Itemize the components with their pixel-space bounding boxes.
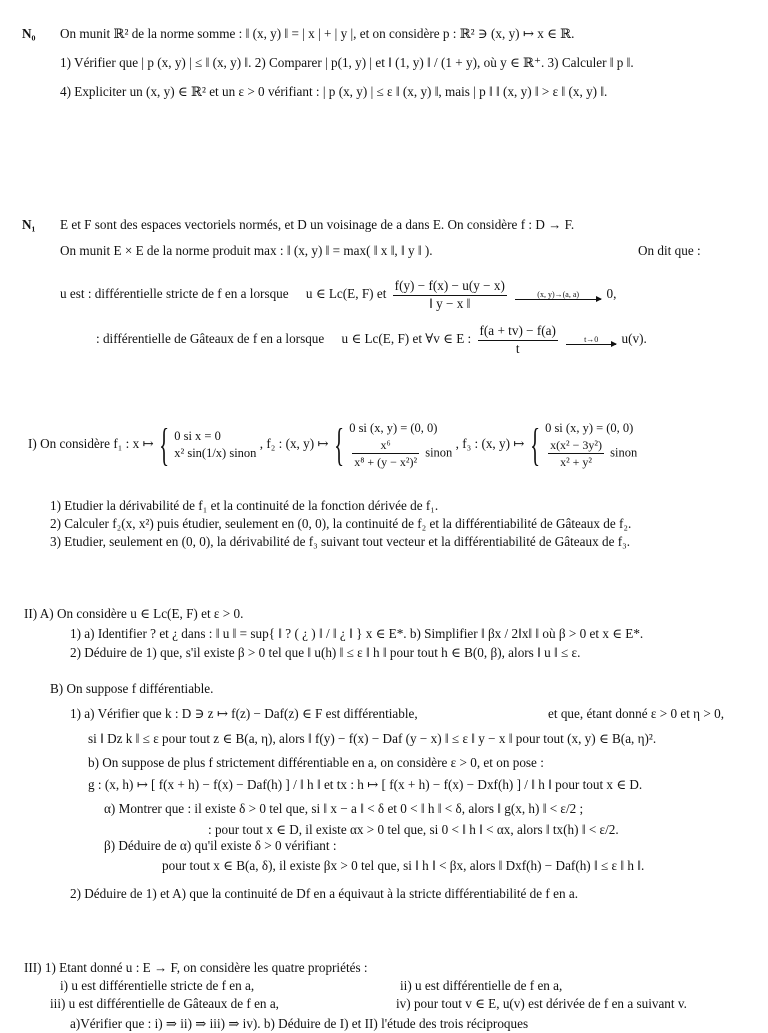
strict-def-arrow-label: (x, y)→(a, a) xyxy=(537,289,580,299)
part2-b-definitions: g : (x, h) ↦ [ f(x + h) − f(x) − Daf(h) ] / ‖ h ‖ et tx : h ↦ [ f(x + h) − f(x) − Dxf(h) ] / ‖ h ‖ pour tout x ∈ D. xyxy=(88,777,643,792)
part2-b-question-1a-right: et que, étant donné ε > 0 et η > 0, xyxy=(548,706,724,721)
strict-def-fraction xyxy=(393,278,507,312)
part2-b-intro: B) On suppose f différentiable. xyxy=(50,681,214,696)
part2-b-alpha-1: α) Montrer que : il existe δ > 0 tel que, si ‖ x − a ‖ < δ et 0 < ‖ h ‖ < δ, alors ‖ g(x, h) ‖ < ε/2 ; xyxy=(104,801,584,816)
part1-question-1: 1) Etudier la dérivabilité de f₁ et la continuité de la fonction dérivée de f₁. xyxy=(50,498,439,513)
f1-case-zero: 0 si x = 0 xyxy=(174,429,221,444)
f2-numerator: x⁶ xyxy=(352,437,419,454)
strict-differential-definition xyxy=(60,278,616,312)
part3-last-line: a)Vérifier que : i) ⇒ ii) ⇒ iii) ⇒ iv). b) Déduire de I) et II) l'étude des trois réciproques xyxy=(70,1016,529,1031)
part2-b-alpha-2: : pour tout x ∈ D, il existe αx > 0 tel que, si 0 < ‖ h ‖ < αx, alors ‖ tx(h) ‖ < ε/2. xyxy=(208,822,619,837)
strict-def-intro: u est : différentielle stricte de f en a lorsque xyxy=(60,286,289,302)
f2-sinon: sinon xyxy=(425,445,453,460)
f3-denominator: x² + y² xyxy=(560,455,593,470)
strict-def-limit-value: 0, xyxy=(606,286,617,302)
part2-b-question-1a-continued: si ‖ Dz k ‖ ≤ ε pour tout z ∈ B(a, η), alors ‖ f(y) − f(x) − Daf (y − x) ‖ ≤ ε ‖ y − x ‖ pour tout (x, y) ∈ B(a, η)². xyxy=(88,731,657,746)
f3-label: , f₃ : (x, y) ↦ xyxy=(455,436,525,452)
f2-piecewise xyxy=(349,420,452,470)
part2-b-beta-2: pour tout x ∈ B(a, δ), il existe βx > 0 tel que, si ‖ h ‖ < βx, alors ‖ Dxf(h) − Daf(h) ‖ ≤ ε ‖ h ‖. xyxy=(162,858,645,873)
exercise-label-n1: N₁ xyxy=(22,217,36,232)
part1-functions: I) On considère f₁ : x ↦ { 0 si x = 0 x² sin(1/x) sinon , f₂ : (x, y) ↦ { 0 si (x, y) = (0, 0) $\frac{\text{x⁶}}{\text{x⁸ + (y − x²)²}}$ sinon , f₃ : (x, y) ↦ { 0 si (x, y) = (0, 0) $\frac{\text{x(x² − 3y²)}}{\text{x² + y²}}$ sinon xyxy=(28,419,638,471)
f3-piecewise xyxy=(545,420,637,470)
part2-b-question-1a: 1) a) Vérifier que k : D ∋ z ↦ f(z) − Daf(z) ∈ F est différentiable, xyxy=(70,706,418,721)
gateaux-def-denominator: t xyxy=(515,340,520,356)
f2-case-origin: 0 si (x, y) = (0, 0) xyxy=(349,421,438,435)
f1-piecewise xyxy=(174,428,256,462)
f3-fraction xyxy=(548,437,604,470)
n0-question-4: 4) Expliciter un (x, y) ∈ ℝ² et un ε > 0 vérifiant : | p (x, y) | ≤ ε ‖ (x, y) ‖, mais | p ‖ ‖ (x, y) ‖ > ε ‖ (x, y) ‖. xyxy=(60,84,608,99)
n1-on-dit-que: On dit que : xyxy=(638,243,701,258)
f1-case-other: x² sin(1/x) sinon xyxy=(174,446,257,461)
part3-property-iv: iv) pour tout v ∈ E, u(v) est dérivée de f en a suivant v. xyxy=(396,996,687,1011)
part2-b-beta-1: β) Déduire de α) qu'il existe δ > 0 vérifiant : xyxy=(104,838,337,853)
part1-intro: I) On considère f₁ : x ↦ xyxy=(28,436,154,452)
gateaux-def-fraction xyxy=(478,323,558,357)
part1-question-2: 2) Calculer f₂(x, x²) puis étudier, seulement en (0, 0), la continuité de f₂ et la différentiabilité de Gâteaux de f₂. xyxy=(50,516,632,531)
f2-label: , f₂ : (x, y) ↦ xyxy=(259,436,329,452)
gateaux-def-numerator: f(a + tv) − f(a) xyxy=(478,323,558,341)
f3-sinon: sinon xyxy=(610,445,638,460)
part2-a-question-1: 1) a) Identifier ? et ¿ dans : ‖ u ‖ = sup{ ‖ ? ( ¿ ) ‖ / ‖ ¿ ‖ } x ∈ E*. b) Simplifier ‖ βx / 2‖x‖ ‖ où β > 0 et x ∈ E*. xyxy=(70,626,644,641)
part3-property-iii: iii) u est différentielle de Gâteaux de f en a, xyxy=(50,996,279,1011)
gateaux-def-limit-arrow xyxy=(566,335,616,346)
f2-denominator: x⁸ + (y − x²)² xyxy=(354,455,418,470)
gateaux-def-limit-value: u(v). xyxy=(621,331,647,347)
part3-property-i: i) u est différentielle stricte de f en a, xyxy=(60,978,255,993)
strict-def-denominator: ‖ y − x ‖ xyxy=(429,295,471,311)
exercise-label-n0: N₀ xyxy=(22,26,36,41)
f3-case-origin: 0 si (x, y) = (0, 0) xyxy=(545,421,634,435)
n1-statement: E et F sont des espaces vectoriels normés, et D un voisinage de a dans E. On considère f : D → F. xyxy=(60,217,575,232)
n0-question-1-3: 1) Vérifier que | p (x, y) | ≤ ‖ (x, y) ‖. 2) Comparer | p(1, y) | et ‖ (1, y) ‖ / (1 + y), où y ∈ ℝ⁺. 3) Calculer ‖ p ‖. xyxy=(60,55,634,70)
n0-statement: On munit ℝ² de la norme somme : ‖ (x, y) ‖ = | x | + | y |, et on considère p : ℝ² ∋ (x, y) ↦ x ∈ ℝ. xyxy=(60,26,575,41)
gateaux-differential-definition xyxy=(96,323,647,357)
part2-a-question-2: 2) Déduire de 1) que, s'il existe β > 0 tel que ‖ u(h) ‖ ≤ ε ‖ h ‖ pour tout h ∈ B(0, β), alors ‖ u ‖ ≤ ε. xyxy=(70,645,581,660)
part3-property-ii: ii) u est différentielle de f en a, xyxy=(400,978,563,993)
f3-numerator: x(x² − 3y²) xyxy=(548,437,604,454)
strict-def-condition: u ∈ Lc(E, F) et xyxy=(305,286,387,302)
f2-fraction xyxy=(352,437,419,470)
strict-def-numerator: f(y) − f(x) − u(y − x) xyxy=(393,278,507,296)
gateaux-def-arrow-label: t→0 xyxy=(584,334,599,344)
part2-a-intro: II) A) On considère u ∈ Lc(E, F) et ε > 0. xyxy=(24,606,244,621)
part3-intro: III) 1) Etant donné u : E → F, on considère les quatre propriétés : xyxy=(24,960,368,975)
part2-b-question-1b: b) On suppose de plus f strictement différentiable en a, on considère ε > 0, et on pose : xyxy=(88,755,544,770)
n1-norm-definition: On munit E × E de la norme produit max : ‖ (x, y) ‖ = max( ‖ x ‖, ‖ y ‖ ). xyxy=(60,243,433,258)
gateaux-def-intro: : différentielle de Gâteaux de f en a lorsque xyxy=(96,331,325,347)
gateaux-def-condition: u ∈ Lc(E, F) et ∀v ∈ E : xyxy=(341,331,472,347)
part1-question-3: 3) Etudier, seulement en (0, 0), la dérivabilité de f₃ suivant tout vecteur et la différentiabilité de Gâteaux de f₃. xyxy=(50,534,631,549)
part2-b-question-2: 2) Déduire de 1) et A) que la continuité de Df en a équivaut à la stricte différentiabilité de f en a. xyxy=(70,886,579,901)
strict-def-limit-arrow xyxy=(515,290,601,301)
